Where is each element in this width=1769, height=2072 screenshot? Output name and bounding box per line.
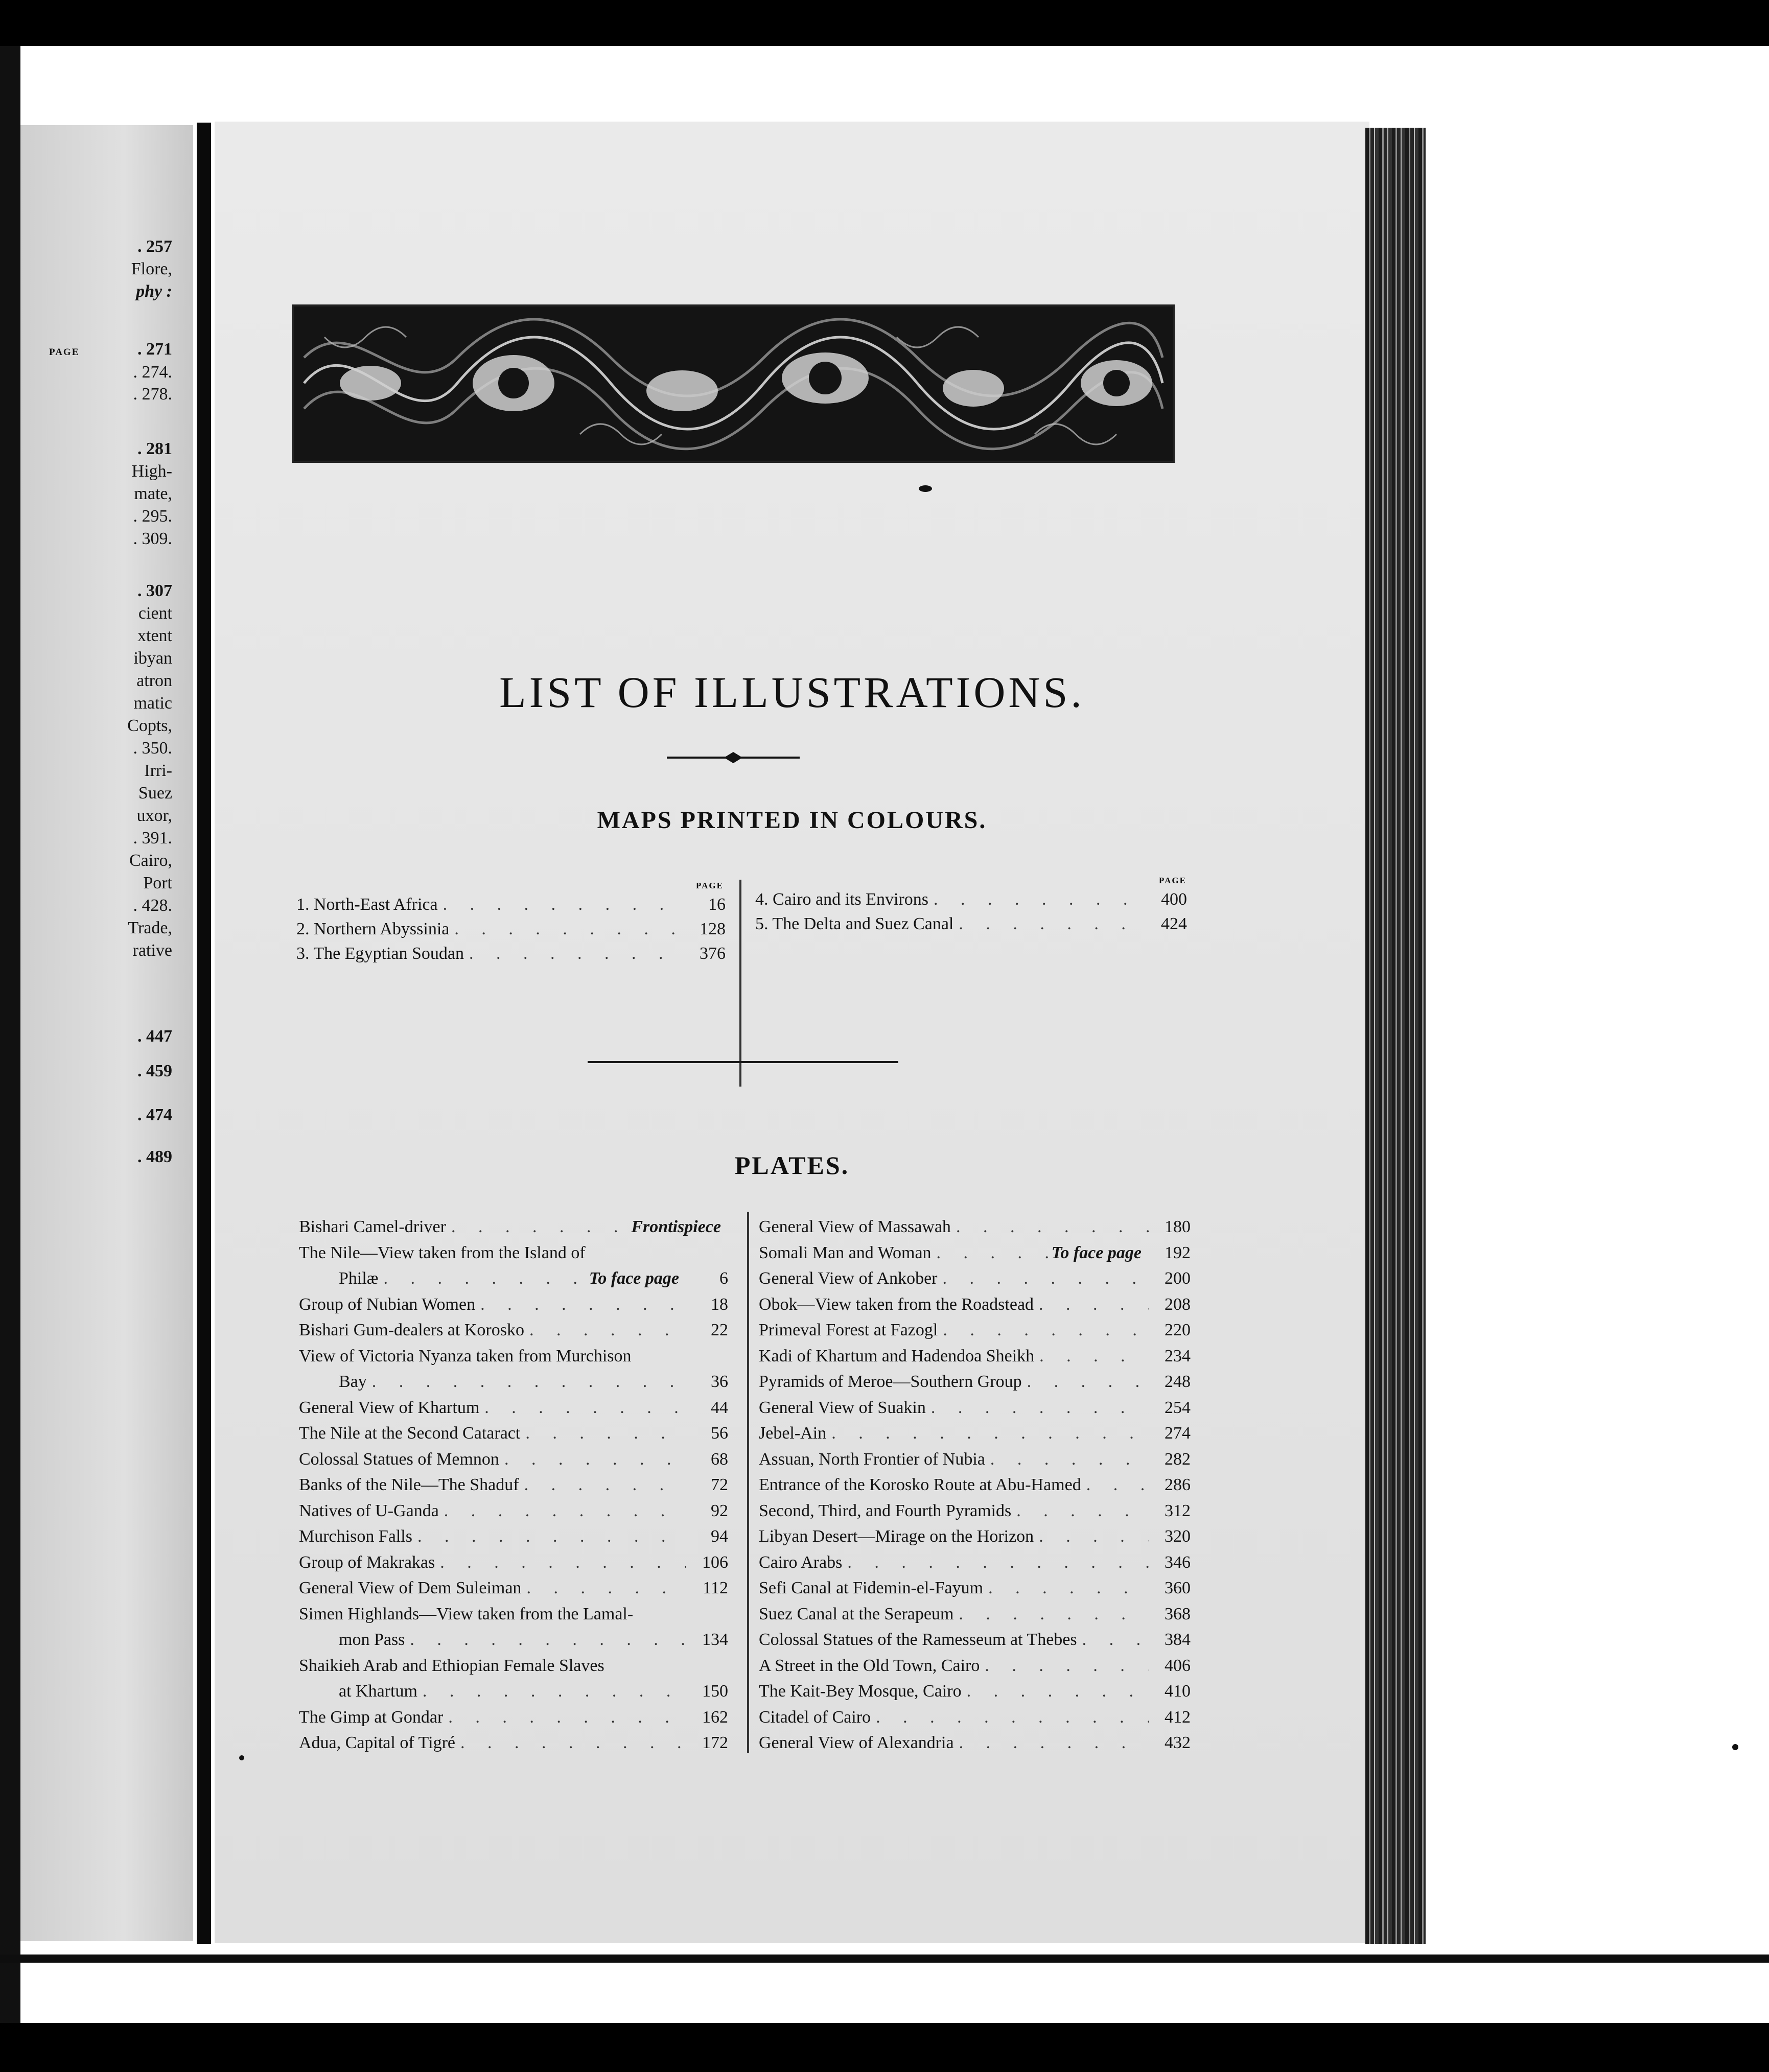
previous-page-line: . 447 [137,1027,172,1046]
dot-leader [951,1217,1149,1237]
plate-entry [299,1656,728,1682]
entry-page-number: 208 [1165,1294,1191,1314]
plate-entry [759,1656,1191,1682]
ink-speck [1732,1744,1738,1750]
dot-leader [953,914,1145,934]
entry-title: Jebel-Ain [759,1424,827,1443]
dot-leader [367,1372,686,1392]
entry-title: 5. The Delta and Suez Canal [755,914,954,933]
entry-page-number: 44 [711,1398,728,1417]
plate-entry [759,1372,1191,1398]
book-gutter [197,123,211,1944]
plate-entry [759,1347,1191,1373]
entry-page-number: 360 [1165,1579,1191,1597]
plate-entry [299,1398,728,1424]
entry-page-number: 72 [711,1475,728,1494]
previous-page-line: . 459 [137,1062,172,1080]
entry-page-number: 376 [700,944,726,963]
entry-title: Somali Man and Woman [759,1243,932,1262]
entry-title: Libyan Desert—Mirage on the Horizon [759,1527,1034,1546]
previous-page-line: . 295. [133,507,172,526]
page-title: LIST OF ILLUSTRATIONS. [499,668,1085,717]
previous-page-line: ibyan [133,649,172,668]
plate-entry [759,1217,1191,1243]
entry-page-number: 412 [1165,1707,1191,1727]
scan-border-left [0,46,20,2023]
maps-list-right [755,890,1187,939]
dot-leader [499,1450,686,1469]
dot-leader [435,1553,686,1572]
entry-page-number: 6 [719,1269,728,1288]
previous-page-line: . 391. [133,829,172,847]
previous-page-line: cient [138,604,172,623]
plate-entry [299,1605,728,1631]
previous-page-line: . 271 [137,340,172,359]
ornamental-headpiece [294,307,1173,461]
entry-title: View of Victoria Nyanza taken from Murchison [299,1346,632,1365]
previous-page-line: High- [131,462,172,481]
plate-entry [759,1630,1191,1656]
entry-page-number: 410 [1165,1682,1191,1701]
dot-leader [980,1656,1149,1676]
entry-page-number: 282 [1165,1449,1191,1469]
dot-leader [417,1682,686,1701]
previous-page-line: . 350. [133,739,172,758]
dot-leader [1022,1372,1149,1392]
entry-title: A Street in the Old Town, Cairo [759,1656,980,1675]
dot-leader [524,1321,686,1340]
entry-title: Pyramids of Meroe—Southern Group [759,1372,1022,1391]
plate-entry [299,1372,728,1398]
map-entry [296,920,726,944]
plate-entry [759,1501,1191,1527]
previous-page-line: atron [136,671,172,690]
dot-leader [412,1527,686,1546]
plates-list-left [299,1217,728,1759]
entry-page-number: 192 [1165,1243,1191,1262]
previous-page-line: uxor, [136,806,172,825]
entry-page-number: 286 [1165,1475,1191,1494]
entry-page-number: 234 [1165,1346,1191,1365]
previous-page-line: Trade, [128,919,172,937]
plate-entry [299,1450,728,1476]
entry-title: Banks of the Nile—The Shaduf [299,1475,519,1494]
ink-speck [239,1755,244,1760]
entry-title: at Khartum [339,1682,417,1701]
plate-entry [759,1682,1191,1708]
previous-page-line: Suez [138,784,172,803]
entry-title: Bishari Gum-dealers at Korosko [299,1321,524,1339]
previous-page-line: phy : [136,282,172,301]
plate-entry [299,1217,728,1243]
section-divider [588,1061,898,1063]
entry-page-number: 200 [1165,1269,1191,1288]
entry-title: Cairo Arabs [759,1552,843,1572]
entry-title: Simen Highlands—View taken from the Lamal- [299,1604,634,1623]
entry-title: The Nile at the Second Cataract [299,1424,521,1443]
dot-leader [475,1295,686,1314]
plate-entry [299,1424,728,1450]
entry-title: General View of Alexandria [759,1733,954,1752]
plate-entry [759,1553,1191,1579]
entry-page-number: 220 [1165,1321,1191,1339]
entry-title: General View of Massawah [759,1217,951,1236]
entry-title: 1. North-East Africa [296,895,438,914]
plate-entry [759,1295,1191,1321]
plate-entry [759,1475,1191,1501]
entry-title: Group of Makrakas [299,1552,435,1572]
previous-page-line: matic [133,694,172,713]
maps-column-divider [739,880,741,1087]
plate-entry [759,1450,1191,1476]
entry-title: General View of Dem Suleiman [299,1579,522,1597]
entry-page-number: 16 [708,895,726,914]
entry-page-number: 128 [700,920,726,938]
previous-page [20,125,193,1941]
plate-entry [299,1553,728,1579]
plate-entry [299,1347,728,1373]
dot-leader [953,1605,1149,1624]
scan-page-shadow [0,1955,1769,1963]
plate-entry [759,1527,1191,1553]
dot-leader [983,1579,1149,1598]
previous-page-line: . 257 [137,237,172,256]
entry-title: 4. Cairo and its Environs [755,890,929,909]
dot-leader [938,1321,1149,1340]
entry-title: Entrance of the Korosko Route at Abu-Hamed [759,1475,1081,1494]
previous-page-line: Irri- [144,761,172,780]
entry-note: Frontispiece [631,1217,721,1236]
previous-page-line: . 274. [133,363,172,382]
entry-title: Primeval Forest at Fazogl [759,1321,938,1339]
entry-page-number: 150 [702,1682,728,1701]
dot-leader [520,1424,686,1443]
plate-entry [299,1475,728,1501]
entry-title: mon Pass [339,1630,405,1649]
entry-title: The Kait-Bey Mosque, Cairo [759,1682,962,1701]
entry-page-number: 312 [1165,1501,1191,1520]
entry-title: Colossal Statues of Memnon [299,1449,499,1469]
entry-title: Suez Canal at the Serapeum [759,1604,954,1623]
dot-leader [479,1398,686,1418]
entry-page-number: 424 [1161,914,1187,933]
previous-page-line: . 489 [137,1147,172,1166]
plate-entry [299,1501,728,1527]
plate-entry [299,1579,728,1605]
previous-page-line: . 307 [137,581,172,600]
entry-title: Assuan, North Frontier of Nubia [759,1449,985,1469]
plate-entry [299,1682,728,1708]
entry-page-number: 368 [1165,1604,1191,1623]
dot-leader [405,1630,686,1650]
plate-entry [759,1321,1191,1347]
previous-page-line: . 428. [133,896,172,915]
previous-page-line: Flore, [131,260,172,278]
ink-speck [919,485,932,492]
dot-leader [985,1450,1149,1469]
dot-leader [443,1708,686,1727]
map-entry [755,890,1187,914]
entry-title: Natives of U-Ganda [299,1501,439,1520]
entry-page-number: 320 [1165,1527,1191,1546]
entry-page-number: 254 [1165,1398,1191,1417]
entry-title: Shaikieh Arab and Ethiopian Female Slaves [299,1656,604,1675]
previous-page-line: Copts, [127,716,172,735]
plate-entry [299,1630,728,1656]
entry-title: General View of Suakin [759,1398,926,1417]
plates-list-right [759,1217,1191,1759]
previous-page-label: PAGE [49,347,80,358]
dot-leader [1011,1501,1149,1521]
maps-heading: MAPS PRINTED IN COLOURS. [597,807,987,834]
entry-title: Murchison Falls [299,1527,412,1546]
dot-leader [521,1579,686,1598]
previous-page-line: mate, [134,484,172,503]
entry-page-number: 18 [711,1294,728,1314]
plate-entry [299,1321,728,1347]
entry-page-number: 384 [1165,1630,1191,1649]
dot-leader [932,1243,1052,1263]
plate-entry [759,1579,1191,1605]
dot-leader [954,1733,1149,1753]
dot-leader [449,920,684,939]
dot-leader [926,1398,1149,1418]
entry-page-number: 162 [702,1707,728,1727]
previous-page-line: Port [143,874,172,892]
entry-page-number: 112 [703,1579,728,1597]
dot-leader [455,1733,686,1753]
dot-leader [962,1682,1149,1701]
dot-leader [438,895,684,914]
previous-page-line: xtent [137,626,172,645]
entry-page-number: 274 [1165,1424,1191,1443]
entry-title: General View of Ankober [759,1269,938,1288]
dot-leader [1034,1295,1149,1314]
plate-entry [759,1733,1191,1759]
plate-entry [759,1708,1191,1734]
entry-title: Kadi of Khartum and Hadendoa Sheikh [759,1346,1035,1365]
entry-note: To face page [1051,1243,1142,1262]
entry-title: Obok—View taken from the Roadstead [759,1294,1034,1314]
entry-page-number: 346 [1165,1552,1191,1572]
plate-entry [759,1605,1191,1631]
entry-page-number: 56 [711,1424,728,1443]
entry-page-number: 172 [702,1733,728,1752]
entry-title: Bay [339,1372,367,1391]
plate-entry [299,1243,728,1269]
entry-page-number: 432 [1165,1733,1191,1752]
previous-page-line: Cairo, [129,851,172,870]
entry-title: 3. The Egyptian Soudan [296,944,464,963]
dot-leader [938,1269,1149,1288]
previous-page-line: . 278. [133,385,172,404]
dot-leader [842,1553,1149,1572]
dot-leader [1081,1475,1149,1495]
dot-leader [464,944,684,963]
title-ornament-rule [667,750,800,765]
maps-list-left [296,895,726,969]
scan-border-top [0,0,1769,46]
dot-leader [826,1424,1149,1443]
previous-page-line: rative [132,941,172,960]
entry-title: Second, Third, and Fourth Pyramids [759,1501,1012,1520]
dot-leader [378,1269,589,1288]
dot-leader [1077,1630,1149,1650]
entry-page-number: 134 [702,1630,728,1649]
entry-title: Bishari Camel-driver [299,1217,446,1236]
entry-page-number: 22 [711,1321,728,1339]
plate-entry [759,1424,1191,1450]
dot-leader [1034,1347,1149,1366]
entry-title: 2. Northern Abyssinia [296,920,450,938]
maps-right-page-label: PAGE [1159,876,1186,885]
entry-title: The Nile—View taken from the Island of [299,1243,586,1262]
plate-entry [299,1295,728,1321]
page-edges [1365,128,1426,1944]
dot-leader [439,1501,686,1521]
entry-page-number: 406 [1165,1656,1191,1675]
plates-heading: PLATES. [734,1151,850,1180]
entry-page-number: 92 [711,1501,728,1520]
entry-title: Sefi Canal at Fidemin-el-Fayum [759,1579,984,1597]
dot-leader [446,1217,631,1237]
plates-column-divider [747,1212,749,1753]
entry-page-number: 180 [1165,1217,1191,1236]
entry-page-number: 36 [711,1372,728,1391]
plate-entry [299,1527,728,1553]
previous-page-line: . 281 [137,439,172,458]
entry-title: Colossal Statues of the Ramesseum at Thebes [759,1630,1077,1649]
entry-page-number: 400 [1161,890,1187,909]
map-entry [296,944,726,969]
plate-entry [759,1269,1191,1295]
map-entry [296,895,726,920]
entry-title: Group of Nubian Women [299,1294,476,1314]
plate-entry [299,1269,728,1295]
plate-entry [759,1243,1191,1269]
entry-page-number: 106 [702,1552,728,1572]
dot-leader [1034,1527,1149,1546]
dot-leader [928,890,1145,909]
entry-title: The Gimp at Gondar [299,1707,444,1727]
map-entry [755,914,1187,939]
entry-page-number: 68 [711,1449,728,1469]
entry-title: General View of Khartum [299,1398,480,1417]
maps-left-page-label: PAGE [696,881,724,890]
entry-title: Adua, Capital of Tigré [299,1733,455,1752]
plate-entry [759,1398,1191,1424]
entry-title: Philæ [339,1269,379,1288]
plate-entry [299,1708,728,1734]
dot-leader [871,1708,1149,1727]
scan-border-bottom [0,2023,1769,2072]
previous-page-line: . 474 [137,1105,172,1124]
entry-page-number: 248 [1165,1372,1191,1391]
entry-page-number: 94 [711,1527,728,1546]
dot-leader [519,1475,686,1495]
plate-entry [299,1733,728,1759]
entry-title: Citadel of Cairo [759,1707,871,1727]
previous-page-line: . 309. [133,529,172,548]
entry-note: To face page [589,1269,679,1288]
